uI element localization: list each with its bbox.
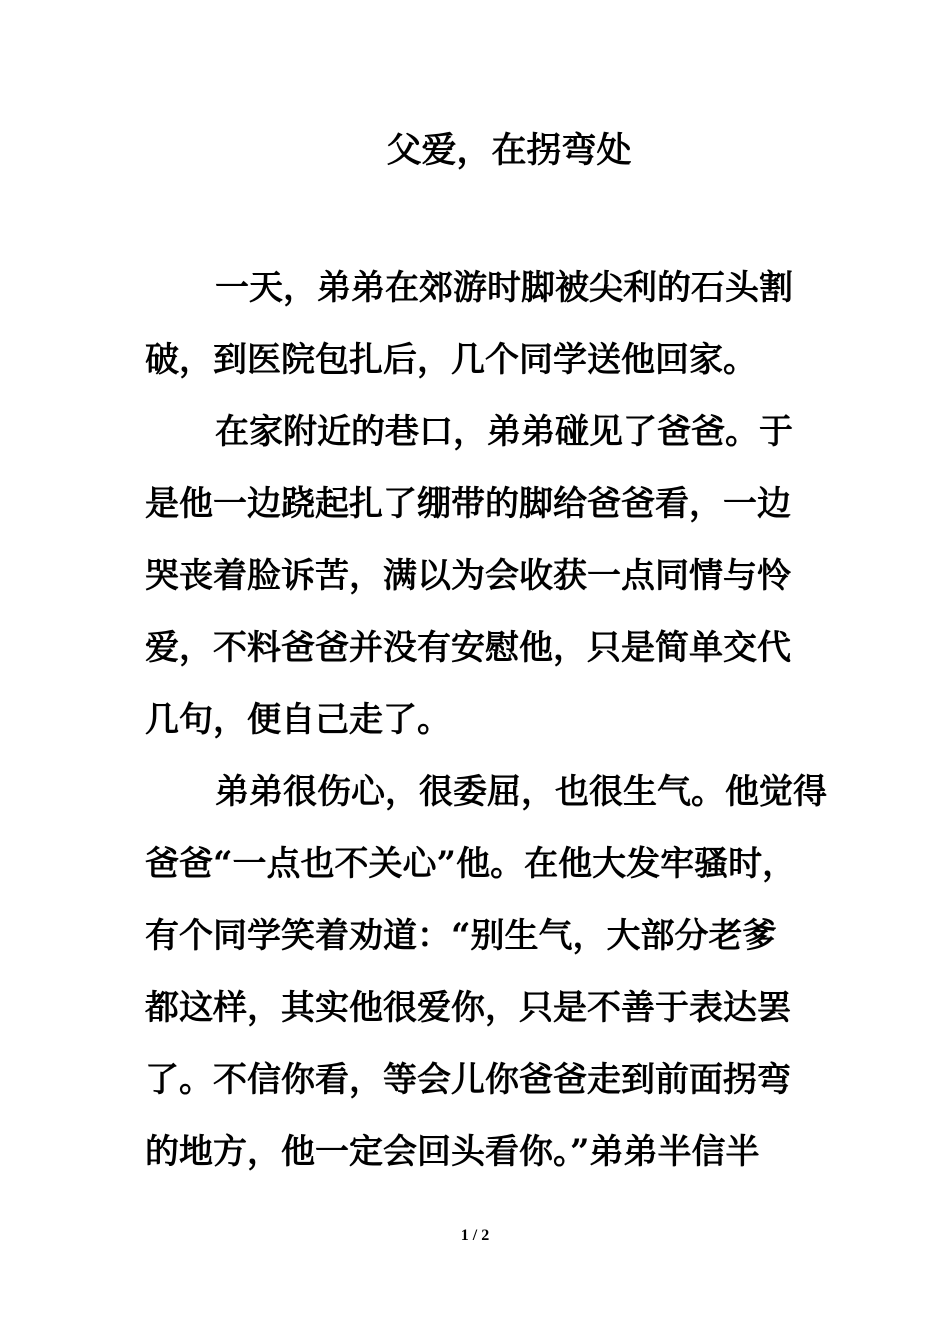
text-line: 有个同学笑着劝道：“别生气，大部分老爹 <box>145 916 777 956</box>
text-line: 哭丧着脸诉苦，满以为会收获一点同情与怜 <box>145 556 791 596</box>
text-line: 几句，便自己走了。 <box>145 700 451 740</box>
document-title: 父爱，在拐弯处 <box>386 130 632 171</box>
text-line: 破，到医院包扎后，几个同学送他回家。 <box>145 340 757 380</box>
text-line: 爸爸“一点也不关心”他。在他大发牢骚时， <box>145 844 797 884</box>
text-line: 弟弟很伤心，很委屈，也很生气。他觉得 <box>215 772 827 812</box>
text-line: 是他一边跷起扎了绷带的脚给爸爸看，一边 <box>145 484 791 524</box>
text-line: 爱，不料爸爸并没有安慰他，只是简单交代 <box>145 628 791 668</box>
text-line: 一天，弟弟在郊游时脚被尖利的石头割 <box>215 268 793 308</box>
text-line: 的地方，他一定会回头看你。”弟弟半信半 <box>145 1132 760 1172</box>
text-line: 都这样，其实他很爱你，只是不善于表达罢 <box>145 988 791 1028</box>
page-number: 1 / 2 <box>460 1227 490 1244</box>
text-line: 在家附近的巷口，弟弟碰见了爸爸。于 <box>215 412 793 452</box>
text-line: 了。不信你看，等会儿你爸爸走到前面拐弯 <box>145 1060 791 1100</box>
